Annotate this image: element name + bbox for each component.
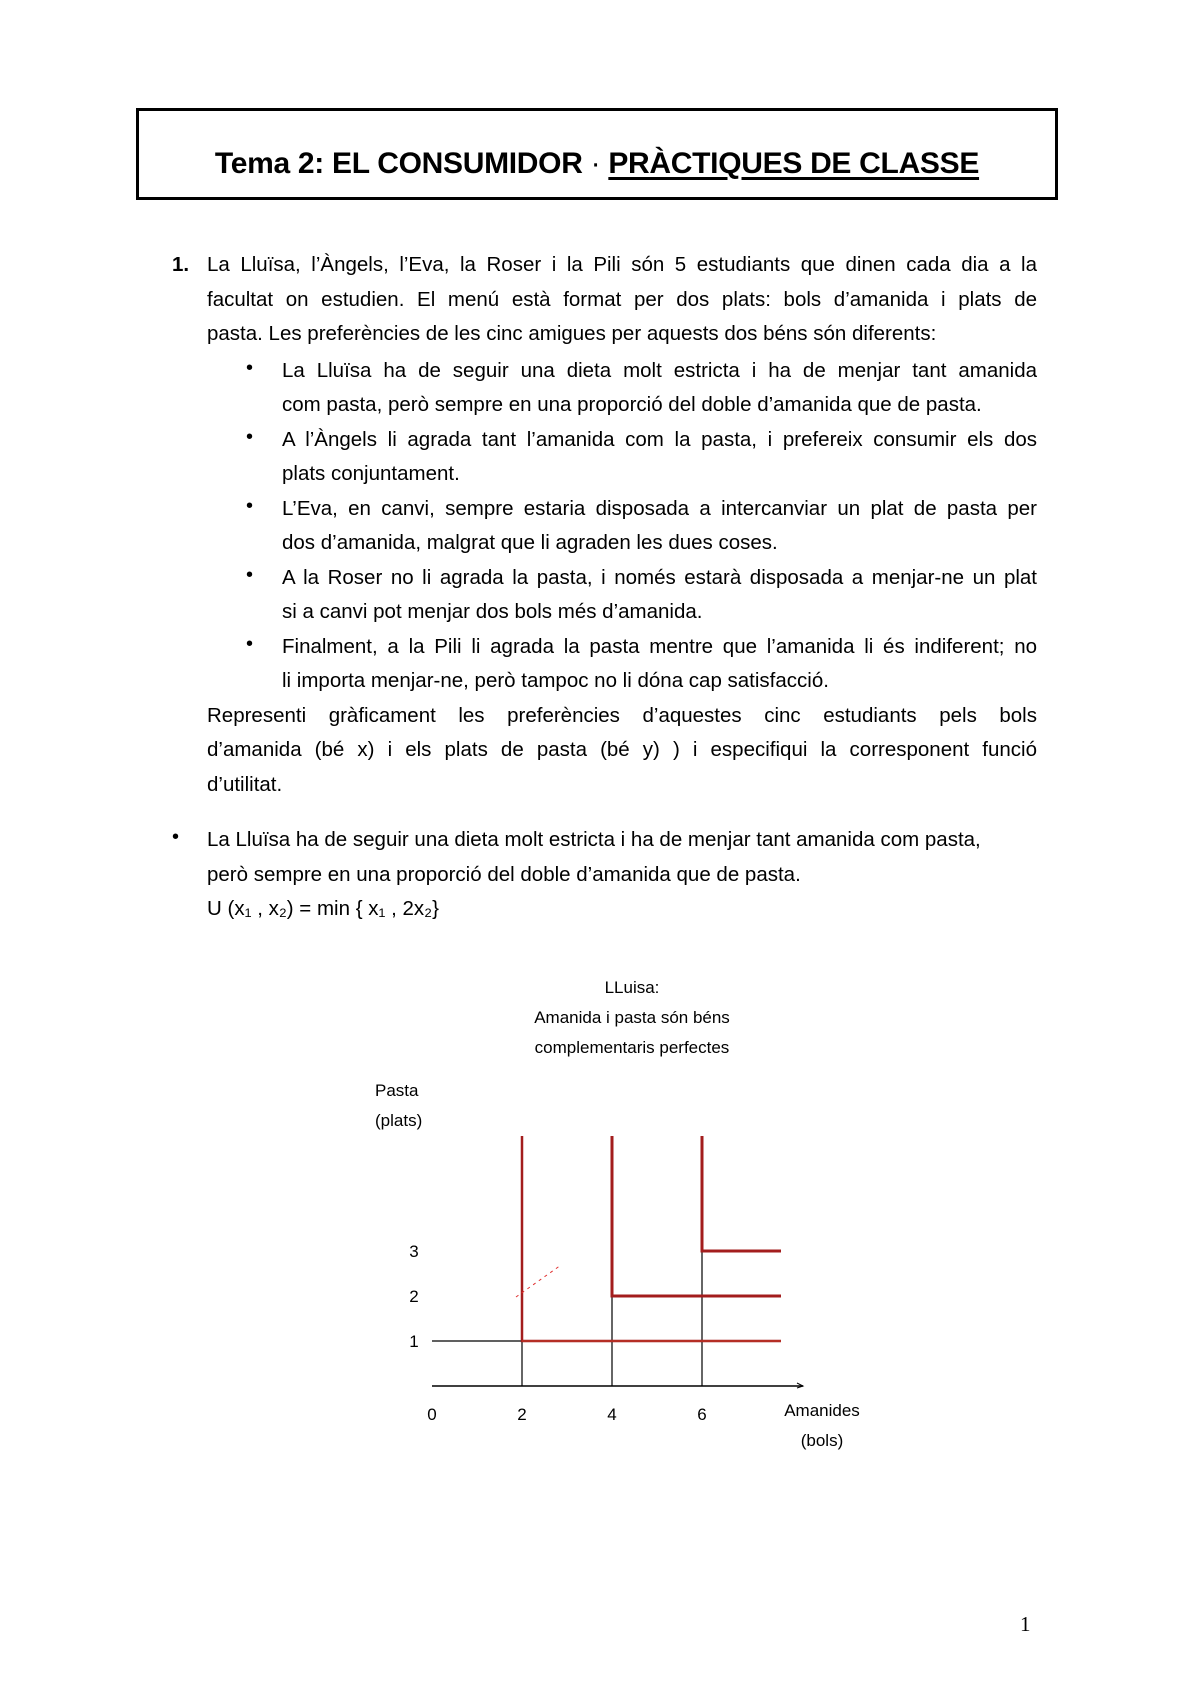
y-tick-label: 1 [409,1332,419,1351]
indifference-curve-u3 [702,1136,781,1251]
text-line: d’utilitat. [207,772,283,796]
expansion-path-sketch [516,1265,561,1297]
x-tick-label: 2 [517,1405,527,1424]
title-subtitle: PRÀCTIQUES DE CLASSE [608,147,980,180]
bullet-icon: • [246,425,254,448]
exercise-number: 1. [172,253,190,276]
text-line: plats conjuntament. [282,462,460,485]
title-topic: Tema 2: EL CONSUMIDOR [214,147,583,180]
y-tick-label: 2 [409,1287,419,1306]
chart-title-line: Amanida i pasta són béns [534,1008,730,1027]
text-line: però sempre en una proporció del doble d’amanida que de pasta. [207,862,801,886]
x-tick-label: 6 [697,1405,707,1424]
text-line: facultat on estudien. El menú està format per dos plats: bols d’amanida i plats de [207,287,1037,311]
text-line: La Lluïsa, l’Àngels, l’Eva, la Roser i la Pili són 5 estudiants que dinen cada dia a la [207,253,1037,276]
bullet-icon: • [172,826,180,848]
text-line: La Lluïsa ha de seguir una dieta molt estricta i ha de menjar tant amanida [282,358,1037,382]
text-line: A l’Àngels li agrada tant l’amanida com la pasta, i prefereix consumir els dos [282,427,1037,451]
x-tick-label: 4 [607,1405,617,1424]
indifference-curve-u2 [612,1136,781,1296]
bullet-icon: • [246,563,254,586]
text-line: Representi gràficament les preferències d’aquestes cinc estudiants pels bols [207,703,1037,727]
x-tick-label: 0 [427,1405,437,1424]
text-line: L’Eva, en canvi, sempre estaria disposada a intercanviar un plat de pasta per [282,496,1037,520]
y-axis-label: (plats) [375,1111,423,1130]
indifference-curve-u1 [522,1136,781,1341]
text-line: Finalment, a la Pili li agrada la pasta mentre que l’amanida li és indiferent; no [282,634,1037,658]
text-line: La Lluïsa ha de seguir una dieta molt estricta i ha de menjar tant amanida com pasta, [207,828,981,851]
text-line: A la Roser no li agrada la pasta, i només estarà disposada a menjar-ne un plat [282,565,1037,589]
y-axis-label: Pasta [375,1081,419,1100]
x-axis-label: Amanides [784,1401,860,1420]
title-separator: · [582,147,609,180]
chart-title-line: LLuisa: [604,978,660,997]
x-axis-label: (bols) [800,1431,844,1450]
chart-title-line: complementaris perfectes [534,1038,730,1057]
text-line: li importa menjar-ne, però tampoc no li dóna cap satisfacció. [282,669,829,692]
text-line: pasta. Les preferències de les cinc amigues per aquests dos béns són diferents: [207,322,937,345]
text-line: dos d’amanida, malgrat que li agraden les dues coses. [282,531,778,554]
bullet-icon: • [246,356,254,379]
text-line: si a canvi pot menjar dos bols més d’amanida. [282,600,703,623]
title-box [136,108,1058,200]
bullet-icon: • [246,494,254,517]
page-title [139,147,1055,181]
text-line: d’amanida (bé x) i els plats de pasta (bé y) ) i especifiqui la corresponent funció [207,738,1037,761]
text-line: com pasta, però sempre en una proporció del doble d’amanida que de pasta. [282,393,982,416]
text-line: U (x₁ , x₂) = min { x₁ , 2x₂} [207,897,439,920]
y-tick-label: 3 [409,1242,419,1261]
page-number: 1 [1020,1612,1031,1636]
bullet-icon: • [246,632,254,655]
x-axis-arrow-icon [797,1383,803,1388]
